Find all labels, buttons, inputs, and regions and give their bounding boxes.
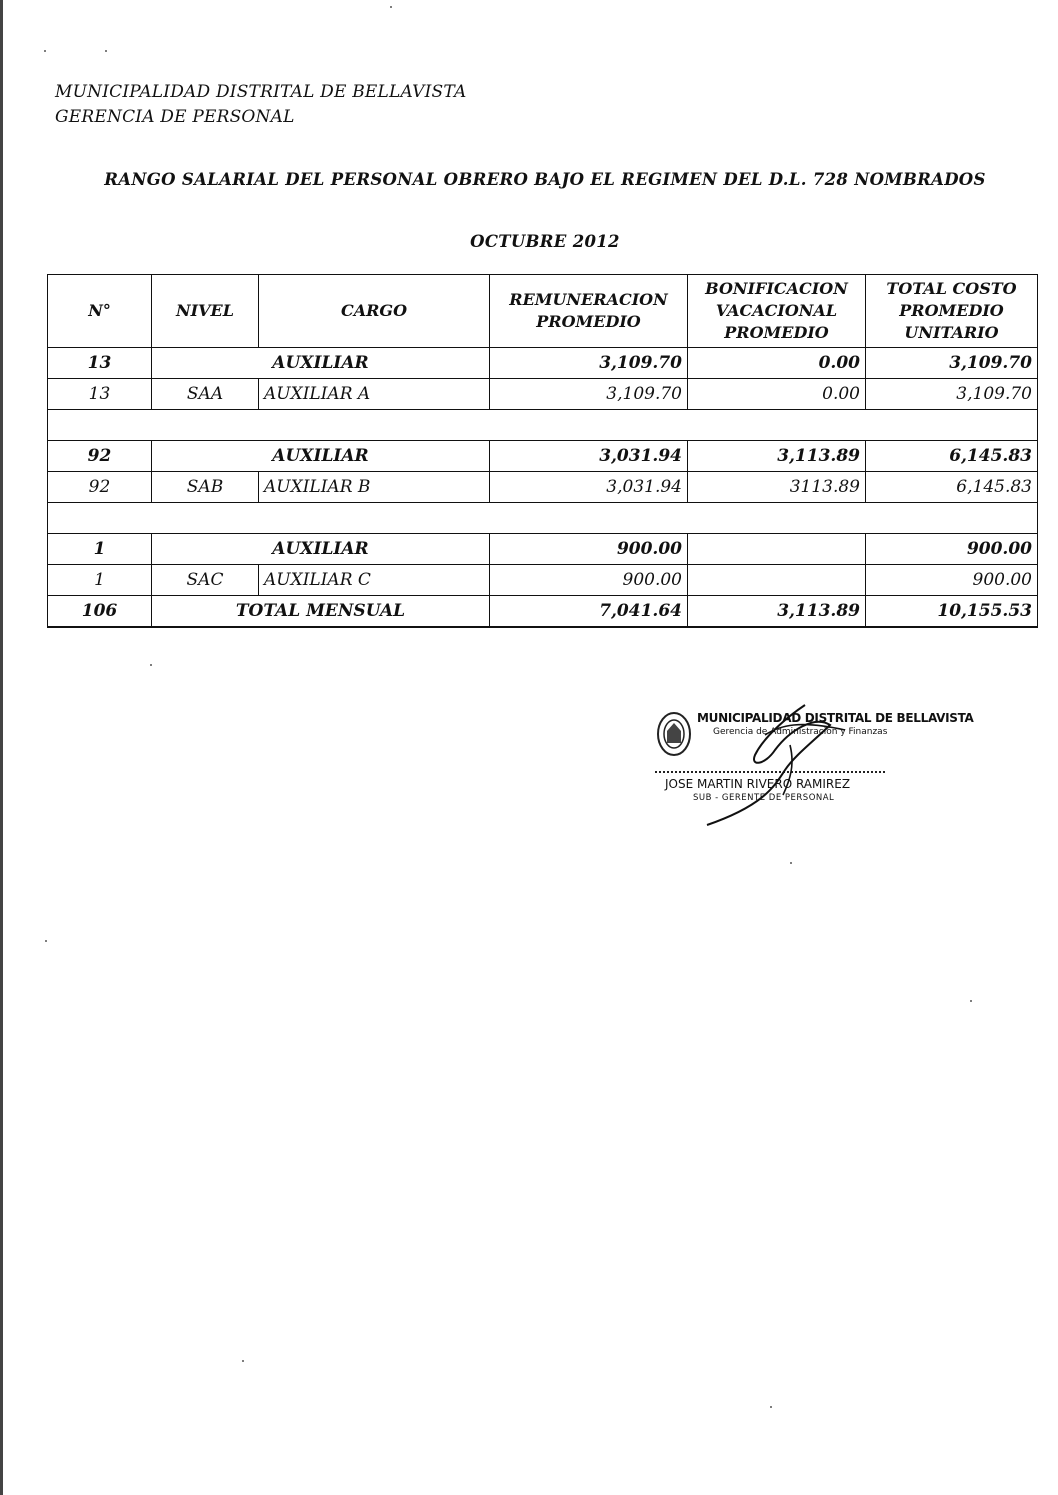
table-row-group-summary xyxy=(48,441,1038,472)
stamp-institution: MUNICIPALIDAD DISTRITAL DE BELLAVISTA xyxy=(697,711,974,725)
cell-total-costo: 10,155.53 xyxy=(866,596,1038,628)
cell-nivel: SAC xyxy=(152,565,259,596)
signature-stamp xyxy=(655,705,974,835)
table-row-detail xyxy=(48,565,1038,596)
cell-total: 3,109.70 xyxy=(866,348,1038,379)
cell-n: 1 xyxy=(48,565,152,596)
cell-remuneracion: 900.00 xyxy=(490,534,688,565)
spacer-cell xyxy=(48,503,1038,534)
cell-cargo: AUXILIAR xyxy=(152,348,490,379)
cell-remuneracion: 3,109.70 xyxy=(490,348,688,379)
document-period: OCTUBRE 2012 xyxy=(470,232,620,251)
page-left-edge xyxy=(0,0,3,1495)
cell-bonificacion xyxy=(688,534,866,565)
municipal-seal-icon xyxy=(655,709,693,759)
table-row-spacer xyxy=(48,410,1038,441)
cell-bonificacion xyxy=(688,565,866,596)
scan-speck xyxy=(150,664,152,666)
cell-bonificacion: 3113.89 xyxy=(688,472,866,503)
scan-speck xyxy=(105,50,107,52)
header-institution: MUNICIPALIDAD DISTRITAL DE BELLAVISTA xyxy=(55,82,467,102)
scan-speck xyxy=(970,1000,972,1002)
cell-remuneracion: 3,031.94 xyxy=(490,441,688,472)
table-row-detail xyxy=(48,472,1038,503)
scan-speck xyxy=(242,1360,244,1362)
table-row-detail xyxy=(48,379,1038,410)
cell-total-n: 106 xyxy=(48,596,152,628)
scan-speck xyxy=(390,6,392,8)
scan-speck xyxy=(790,862,792,864)
handwritten-signature-icon xyxy=(695,695,865,835)
cell-cargo: AUXILIAR xyxy=(152,441,490,472)
spacer-cell xyxy=(48,410,1038,441)
cell-total: 6,145.83 xyxy=(866,441,1038,472)
salary-table xyxy=(47,274,1038,628)
cell-nivel: SAA xyxy=(152,379,259,410)
cell-cargo: AUXILIAR C xyxy=(259,565,490,596)
cell-total: 900.00 xyxy=(866,534,1038,565)
cell-n: 13 xyxy=(48,348,152,379)
table-row-group-summary xyxy=(48,348,1038,379)
cell-total-label: TOTAL MENSUAL xyxy=(152,596,490,628)
column-header-n: N° xyxy=(48,275,152,348)
cell-bonificacion: 0.00 xyxy=(688,379,866,410)
cell-total-bonificacion: 3,113.89 xyxy=(688,596,866,628)
column-header-bonificacion: BONIFICACION VACACIONAL PROMEDIO xyxy=(688,275,866,348)
cell-remuneracion: 3,109.70 xyxy=(490,379,688,410)
column-header-cargo: CARGO xyxy=(259,275,490,348)
cell-total: 3,109.70 xyxy=(866,379,1038,410)
document-title: RANGO SALARIAL DEL PERSONAL OBRERO BAJO EL REGIMEN DEL D.L. 728 NOMBRADOS xyxy=(104,170,986,189)
cell-bonificacion: 3,113.89 xyxy=(688,441,866,472)
cell-n: 13 xyxy=(48,379,152,410)
cell-remuneracion: 900.00 xyxy=(490,565,688,596)
table-row-spacer xyxy=(48,503,1038,534)
table-row-total xyxy=(48,596,1038,628)
cell-total: 900.00 xyxy=(866,565,1038,596)
cell-n: 92 xyxy=(48,441,152,472)
stamp-signer-name: JOSE MARTIN RIVERO RAMIREZ xyxy=(665,777,851,791)
scan-speck xyxy=(45,940,47,942)
cell-cargo: AUXILIAR B xyxy=(259,472,490,503)
cell-total-remuneracion: 7,041.64 xyxy=(490,596,688,628)
header-department: GERENCIA DE PERSONAL xyxy=(55,107,295,127)
stamp-office: Gerencia de Administración y Finanzas xyxy=(713,727,888,737)
cell-n: 1 xyxy=(48,534,152,565)
cell-bonificacion: 0.00 xyxy=(688,348,866,379)
stamp-signer-role: SUB - GERENTE DE PERSONAL xyxy=(693,793,835,803)
cell-n: 92 xyxy=(48,472,152,503)
table-header-row xyxy=(48,275,1038,348)
column-header-remuneracion: REMUNERACION PROMEDIO xyxy=(490,275,688,348)
cell-cargo: AUXILIAR A xyxy=(259,379,490,410)
cell-cargo: AUXILIAR xyxy=(152,534,490,565)
cell-nivel: SAB xyxy=(152,472,259,503)
column-header-total: TOTAL COSTO PROMEDIO UNITARIO xyxy=(866,275,1038,348)
table-row-group-summary xyxy=(48,534,1038,565)
scan-speck xyxy=(44,50,46,52)
scan-speck xyxy=(770,1406,772,1408)
column-header-nivel: NIVEL xyxy=(152,275,259,348)
cell-total: 6,145.83 xyxy=(866,472,1038,503)
cell-remuneracion: 3,031.94 xyxy=(490,472,688,503)
